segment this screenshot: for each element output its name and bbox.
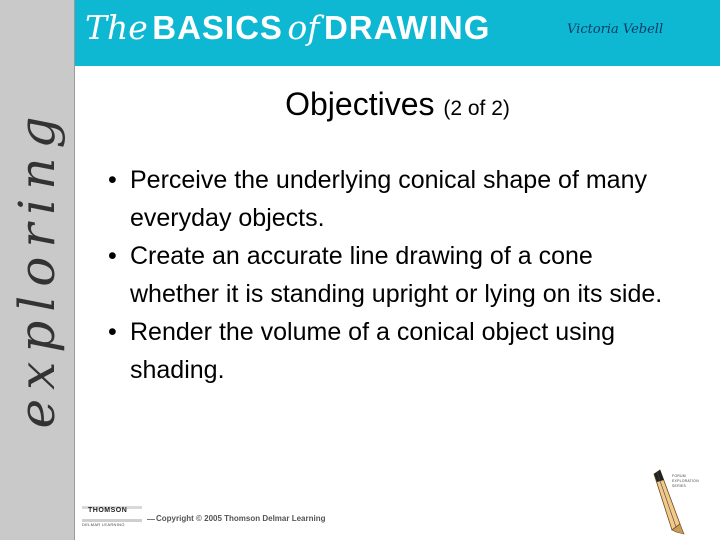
footer-divider — [147, 519, 155, 520]
header-title-of: of — [287, 8, 320, 47]
badge-line: SERIES — [672, 484, 687, 488]
logo-sub: DELMAR LEARNING — [82, 522, 125, 527]
header-title-drawing: DRAWING — [323, 9, 491, 46]
objective-item — [108, 161, 668, 237]
objective-text: Render the volume of a conical object using shading. — [130, 318, 616, 384]
objective-text: Perceive the underlying conical shape of many everyday objects. — [130, 166, 647, 232]
header-title-basics: BASICS — [152, 9, 283, 46]
bullet-icon: • — [108, 166, 117, 194]
slide-title — [75, 86, 720, 123]
objective-item — [108, 237, 668, 313]
series-badge — [672, 474, 699, 489]
header-author: Victoria Vebell — [567, 22, 664, 37]
header-title — [85, 8, 490, 47]
sidebar — [0, 0, 75, 540]
copyright-text: Copyright © 2005 Thomson Delmar Learning — [156, 514, 326, 523]
badge-line: FORUM — [672, 474, 686, 478]
objectives-list — [108, 161, 668, 389]
bullet-icon: • — [108, 242, 117, 270]
badge-line: EXPLORATION — [672, 479, 699, 483]
bullet-icon: • — [108, 318, 117, 346]
slide-title-sub: (2 of 2) — [443, 97, 510, 120]
header-title-the: The — [85, 8, 148, 47]
objective-text: Create an accurate line drawing of a cone whether it is standing upright or lying on its side. — [130, 242, 663, 308]
objective-item — [108, 313, 668, 389]
sidebar-word: exploring — [8, 107, 66, 429]
logo-name: THOMSON — [88, 507, 128, 514]
header-banner — [75, 0, 720, 66]
publisher-logo — [82, 503, 142, 531]
slide-title-main: Objectives — [285, 86, 435, 122]
